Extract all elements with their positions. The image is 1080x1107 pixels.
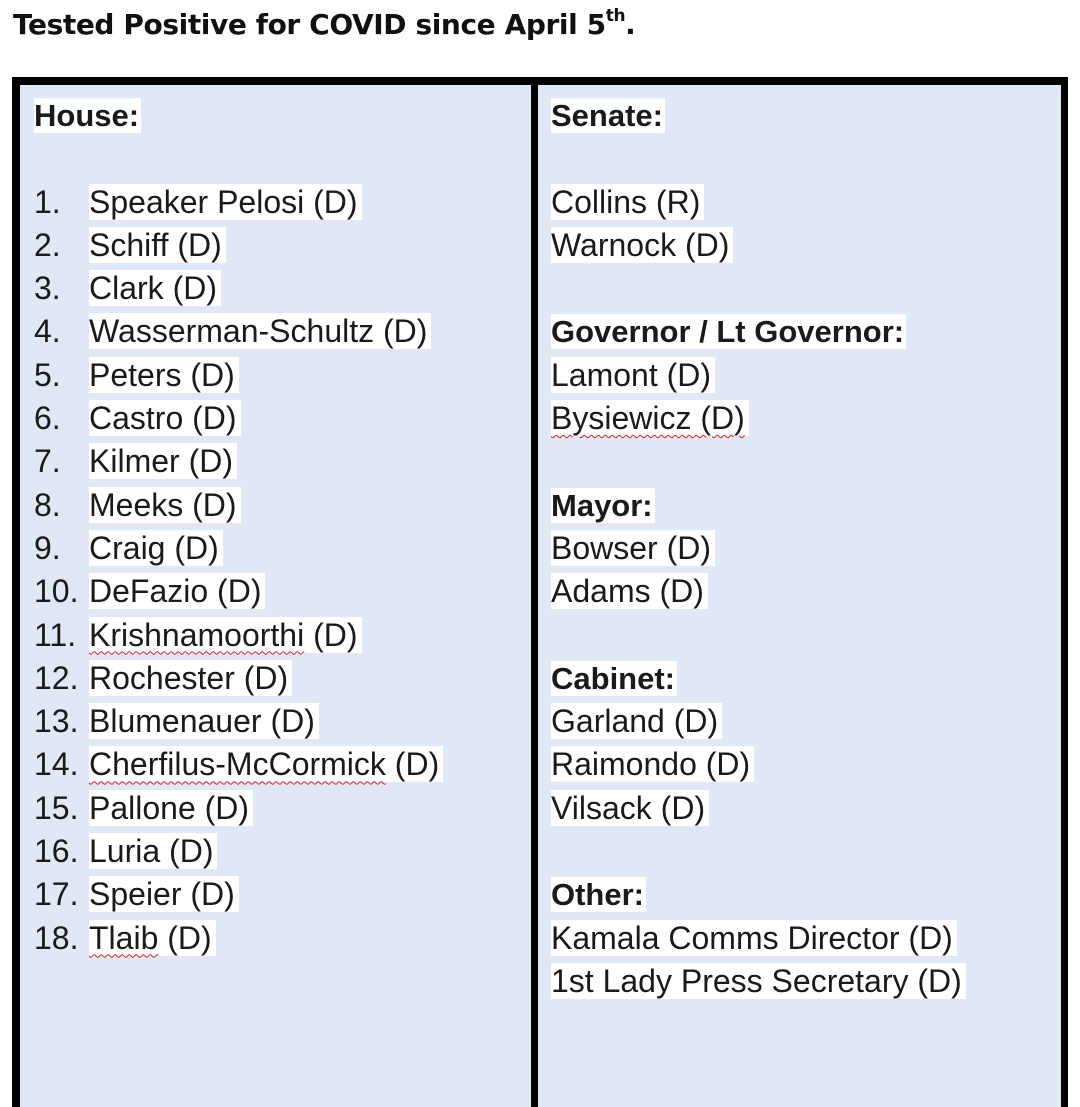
house-member-13: 13. Blumenauer (D)	[34, 700, 531, 743]
member-party: (D)	[167, 919, 212, 956]
house-member-15: 15. Pallone (D)	[34, 787, 531, 830]
member-party: (D)	[174, 529, 219, 566]
covid-table	[12, 77, 1068, 1107]
page-title	[13, 8, 635, 41]
member-name: Krishnamoorthi	[89, 616, 305, 653]
member-name: Craig	[89, 529, 166, 566]
member-party: (D)	[270, 703, 315, 740]
house-member-6: 6. Castro (D)	[34, 397, 531, 440]
member-name: Meeks	[89, 486, 184, 523]
member-party: (D)	[190, 356, 235, 393]
cabinet-member-1: Garland (D)	[551, 700, 1061, 743]
house-member-2: 2. Schiff (D)	[34, 224, 531, 267]
title-period: .	[625, 8, 636, 41]
member-name: DeFazio	[89, 573, 209, 610]
member-name: Rochester	[89, 659, 235, 696]
governor-member-1: Lamont (D)	[551, 354, 1061, 397]
member-name: Speier	[89, 876, 182, 913]
title-text: Tested Positive for COVID since April 5	[13, 8, 606, 41]
member-party: (D)	[169, 833, 214, 870]
house-member-8: 8. Meeks (D)	[34, 484, 531, 527]
senate-spacer	[551, 137, 1061, 180]
house-member-7: 7. Kilmer (D)	[34, 440, 531, 483]
section-spacer	[551, 440, 1061, 483]
house-member-16: 16. Luria (D)	[34, 830, 531, 873]
senate-member-2: Warnock (D)	[551, 224, 1061, 267]
section-spacer	[551, 830, 1061, 873]
house-member-11: 11. Krishnamoorthi (D)	[34, 614, 531, 657]
other-member-2: 1st Lady Press Secretary (D)	[551, 960, 1061, 1003]
member-party: (D)	[383, 313, 428, 350]
member-name: Clark	[89, 270, 164, 307]
other-member-1: Kamala Comms Director (D)	[551, 917, 1061, 960]
house-member-14: 14. Cherfilus-McCormick (D)	[34, 743, 531, 786]
member-party: (D)	[172, 270, 217, 307]
member-party: (D)	[394, 746, 440, 783]
member-party: (D)	[188, 443, 233, 480]
house-member-10: 10. DeFazio (D)	[34, 570, 531, 613]
house-heading: House:	[34, 98, 140, 133]
other-heading: Other:	[551, 877, 644, 913]
house-member-18: 18. Tlaib (D)	[34, 917, 531, 960]
senate-heading: Senate:	[551, 98, 663, 133]
mayor-member-2: Adams (D)	[551, 570, 1061, 613]
house-member-12: 12. Rochester (D)	[34, 657, 531, 700]
title-superscript: th	[605, 6, 626, 26]
member-party: (D)	[313, 183, 358, 220]
house-member-5: 5. Peters (D)	[34, 354, 531, 397]
member-party: (D)	[190, 876, 235, 913]
member-party: (D)	[192, 400, 237, 437]
senate-member-1: Collins (R)	[551, 181, 1061, 224]
house-member-1: 1. Speaker Pelosi (D)	[34, 181, 531, 224]
member-party: (D)	[313, 616, 358, 653]
member-name: Pallone	[89, 789, 196, 826]
section-spacer	[551, 267, 1061, 310]
section-spacer	[551, 614, 1061, 657]
house-member-9: 9. Craig (D)	[34, 527, 531, 570]
member-name: Wasserman-Schultz	[89, 313, 375, 350]
member-name: Luria	[89, 833, 161, 870]
member-name: Peters	[89, 356, 182, 393]
house-spacer	[34, 137, 531, 180]
governor-heading: Governor / Lt Governor:	[551, 314, 905, 350]
member-name: Castro	[89, 400, 184, 437]
member-name: Schiff	[89, 226, 169, 263]
house-column	[20, 85, 538, 1107]
member-name: Speaker Pelosi	[89, 183, 305, 220]
mayor-heading: Mayor:	[551, 487, 653, 523]
house-member-4: 4. Wasserman-Schultz (D)	[34, 310, 531, 353]
member-name: Cherfilus-McCormick	[89, 746, 386, 783]
member-party: (D)	[192, 486, 237, 523]
member-name: Blumenauer	[89, 703, 262, 740]
member-party: (D)	[217, 573, 262, 610]
member-party: (D)	[243, 659, 289, 696]
member-party: (D)	[204, 789, 250, 826]
member-name: Kilmer	[89, 443, 180, 480]
cabinet-heading: Cabinet:	[551, 660, 675, 696]
member-party: (D)	[177, 226, 222, 263]
member-name: Tlaib	[89, 919, 159, 956]
house-member-3: 3. Clark (D)	[34, 267, 531, 310]
cabinet-member-2: Raimondo (D)	[551, 743, 1061, 786]
mayor-member-1: Bowser (D)	[551, 527, 1061, 570]
cabinet-member-3: Vilsack (D)	[551, 787, 1061, 830]
governor-member-2: Bysiewicz (D)	[551, 397, 1061, 440]
house-member-17: 17. Speier (D)	[34, 873, 531, 916]
other-offices-column	[538, 85, 1061, 1107]
